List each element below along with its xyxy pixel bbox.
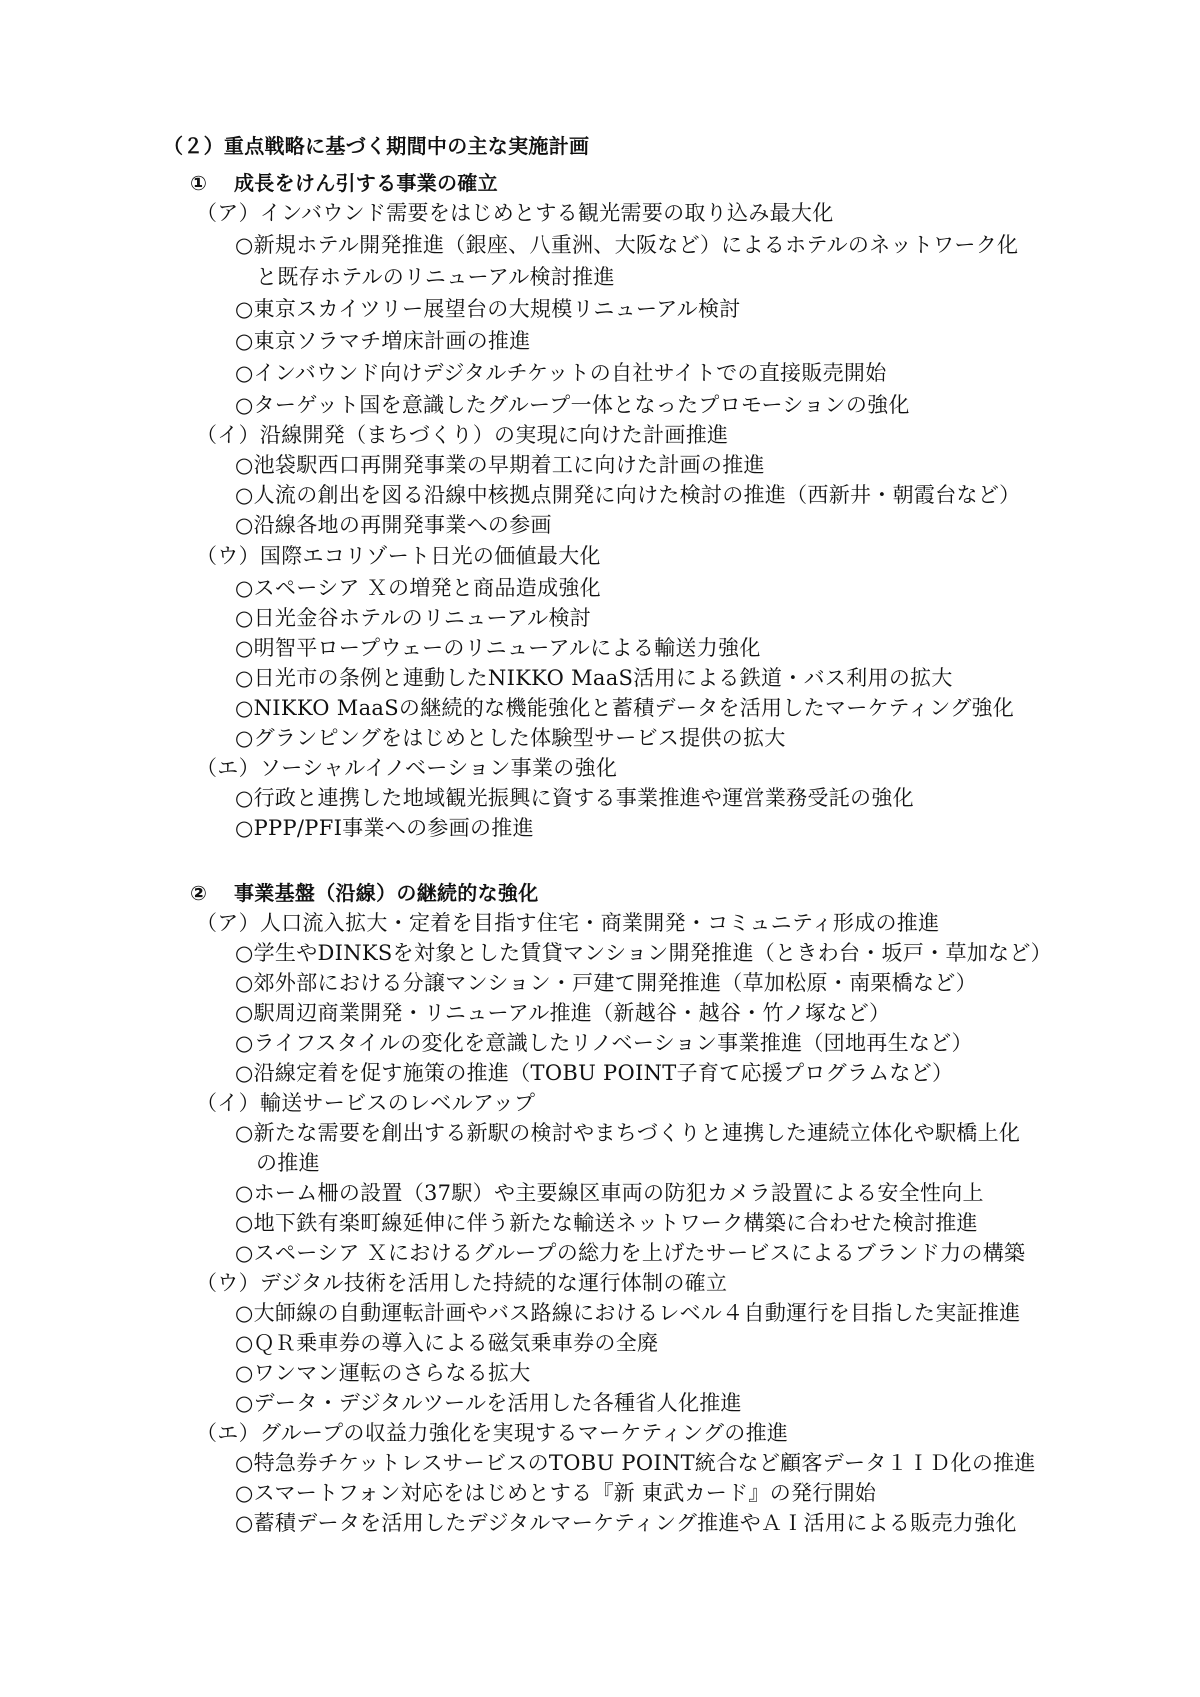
list-item: ○日光市の条例と連動したNIKKO MaaS活用による鉄道・バス利用の拡大: [235, 666, 953, 690]
list-item: ○グランピングをはじめとした体験型サービス提供の拡大: [235, 726, 786, 750]
list-item: ○スペーシア Ｘにおけるグループの総力を上げたサービスによるブランド力の構築: [235, 1241, 1026, 1265]
list-item: ○東京ソラマチ増床計画の推進: [235, 329, 531, 353]
list-item: ○地下鉄有楽町線延伸に伴う新たな輸送ネットワーク構築に合わせた検討推進: [235, 1211, 978, 1235]
list-item: ○ターゲット国を意識したグループ一体となったプロモーションの強化: [235, 393, 910, 417]
list-item: ○データ・デジタルツールを活用した各種省人化推進: [235, 1391, 742, 1415]
list-item: ○沿線定着を促す施策の推進（TOBU POINT子育て応援プログラムなど）: [235, 1061, 954, 1085]
list-item: ○沿線各地の再開発事業への参画: [235, 513, 552, 537]
list-item: ○ライフスタイルの変化を意識したリノベーション事業推進（団地再生など）: [235, 1031, 973, 1055]
list-item: ○東京スカイツリー展望台の大規模リニューアル検討: [235, 297, 741, 321]
list-item: ○NIKKO MaaSの継続的な機能強化と蓄積データを活用したマーケティング強化: [235, 696, 1015, 720]
section-title-text-2: 事業基盤（沿線）の継続的な強化: [234, 881, 539, 905]
subsection-label-2c: （ウ）デジタル技術を活用した持続的な運行体制の確立: [196, 1271, 728, 1295]
list-item: ○ワンマン運転のさらなる拡大: [235, 1361, 531, 1385]
list-item: ○PPP/PFI事業への参画の推進: [235, 816, 534, 840]
list-item: ○日光金谷ホテルのリニューアル検討: [235, 606, 592, 630]
subsection-label-2a: （ア）人口流入拡大・定着を目指す住宅・商業開発・コミュニティ形成の推進: [196, 911, 940, 935]
subsection-label-1a: （ア）インバウンド需要をはじめとする観光需要の取り込み最大化: [196, 201, 834, 225]
document-heading: （２）重点戦略に基づく期間中の主な実施計画: [163, 134, 590, 158]
list-item: ○ホーム柵の設置（37駅）や主要線区車両の防犯カメラ設置による安全性向上: [235, 1181, 984, 1205]
list-item: ○大師線の自動運転計画やバス路線におけるレベル４自動運行を目指した実証推進: [235, 1301, 1021, 1325]
list-item: ○蓄積データを活用したデジタルマーケティング推進やＡＩ活用による販売力強化: [235, 1511, 1017, 1535]
list-item: ○行政と連携した地域観光振興に資する事業推進や運営業務受託の強化: [235, 786, 914, 810]
list-item: ○インバウンド向けデジタルチケットの自社サイトでの直接販売開始: [235, 361, 887, 385]
list-item-continuation: と既存ホテルのリニューアル検討推進: [256, 265, 615, 289]
list-item: ○郊外部における分譲マンション・戸建て開発推進（草加松原・南栗橋など）: [235, 971, 977, 995]
list-item: ○新規ホテル開発推進（銀座、八重洲、大阪など）によるホテルのネットワーク化: [235, 233, 1019, 257]
list-item: ○新たな需要を創出する新駅の検討やまちづくりと連携した連続立体化や駅橋上化: [235, 1121, 1021, 1145]
subsection-label-2b: （イ）輸送サービスのレベルアップ: [196, 1091, 536, 1115]
list-item-continuation: の推進: [256, 1151, 320, 1175]
list-item: ○明智平ロープウェーのリニューアルによる輸送力強化: [235, 636, 761, 660]
list-item: ○池袋駅西口再開発事業の早期着工に向けた計画の推進: [235, 453, 765, 477]
list-item: ○人流の創出を図る沿線中核拠点開発に向けた検討の推進（西新井・朝霞台など）: [235, 483, 1021, 507]
subsection-label-2d: （エ）グループの収益力強化を実現するマーケティングの推進: [196, 1421, 789, 1445]
list-item: ○駅周辺商業開発・リニューアル推進（新越谷・越谷・竹ノ塚など）: [235, 1001, 891, 1025]
list-item: ○スマートフォン対応をはじめとする『新 東武カード』の発行開始: [235, 1481, 877, 1505]
list-item: ○学生やDINKSを対象とした賃貸マンション開発推進（ときわ台・坂戸・草加など）: [235, 941, 1052, 965]
subsection-label-1d: （エ）ソーシャルイノベーション事業の強化: [196, 756, 618, 780]
list-item: ○スペーシア Ｘの増発と商品造成強化: [235, 576, 601, 600]
section-title-2: [190, 880, 539, 906]
section-title-1: [190, 170, 498, 196]
list-item: ○ＱＲ乗車券の導入による磁気乗車券の全廃: [235, 1331, 659, 1355]
section-number-2: ②: [190, 881, 208, 905]
list-item: ○特急券チケットレスサービスのTOBU POINT統合など顧客データ１ＩＤ化の推進: [235, 1451, 1036, 1475]
subsection-label-1b: （イ）沿線開発（まちづくり）の実現に向けた計画推進: [196, 423, 729, 447]
section-number-1: ①: [190, 171, 208, 195]
subsection-label-1c: （ウ）国際エコリゾート日光の価値最大化: [196, 544, 601, 568]
section-title-text-1: 成長をけん引する事業の確立: [234, 171, 498, 195]
